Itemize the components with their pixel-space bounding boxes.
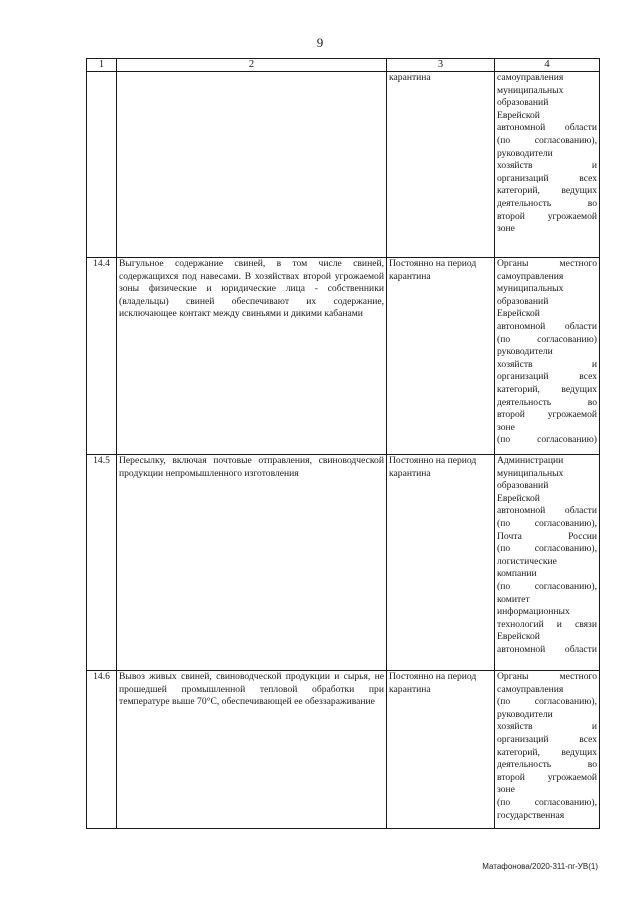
responsible-line: категорий, ведущих [497, 746, 597, 758]
responsible-line: самоуправления [497, 270, 564, 282]
table-row [87, 258, 600, 455]
responsible-cell [495, 258, 600, 455]
responsible-line: муниципальных [497, 283, 564, 295]
responsible-line: деятельность во [497, 396, 597, 408]
responsible-line: автономной области [497, 505, 597, 517]
responsible-line: организаций всех [497, 733, 597, 745]
row-number: 14.4 [87, 258, 117, 455]
measure-text: Пересылку, включая почтовые отправления, свиноводческой продукции непромышленного изготовления [117, 455, 387, 671]
table-body [87, 72, 600, 829]
responsible-line: Еврейской [497, 492, 540, 504]
responsible-line: государственная [497, 809, 565, 821]
responsible-line: муниципальных [497, 467, 564, 479]
responsible-line: организаций всех [497, 172, 597, 184]
term-text: Постоянно на период карантина [387, 455, 495, 671]
responsible-line: самоуправления [497, 72, 564, 83]
row-number: 14.6 [87, 671, 117, 829]
responsible-line: (по согласованию), [497, 134, 597, 146]
responsible-line: хозяйств и [497, 721, 597, 733]
responsible-line: автономной области [497, 122, 597, 134]
responsible-line: образований [497, 97, 549, 109]
responsible-line: категорий, ведущих [497, 185, 597, 197]
row-number [87, 72, 117, 258]
responsible-line: образований [497, 295, 549, 307]
responsible-line: деятельность во [497, 759, 597, 771]
responsible-line: руководители [497, 708, 553, 720]
responsible-line: автономной области [497, 320, 597, 332]
responsible-line: самоуправления [497, 683, 564, 695]
term-text: Постоянно на период карантина [387, 258, 495, 455]
responsible-line: Органы местного [497, 258, 597, 269]
responsible-line: зоне [497, 223, 515, 235]
table-row [87, 455, 600, 671]
responsible-line: (по согласованию) [497, 434, 597, 446]
responsible-line: организаций всех [497, 371, 597, 383]
table-row [87, 72, 600, 258]
header-col-4: 4 [495, 59, 600, 72]
responsible-line: руководители [497, 147, 553, 159]
responsible-line: Еврейской [497, 308, 540, 320]
responsible-line: Органы местного [497, 671, 597, 682]
responsible-line: комитет [497, 593, 530, 605]
responsible-line: (по согласованию), [497, 517, 597, 529]
responsible-line: категорий, ведущих [497, 383, 597, 395]
table-row [87, 671, 600, 829]
responsible-line: второй угрожаемой [497, 771, 597, 783]
responsible-line: второй угрожаемой [497, 210, 597, 222]
responsible-line: (по согласованию) [497, 333, 597, 345]
responsible-line: (по согласованию), [497, 796, 597, 808]
responsible-line: муниципальных [497, 84, 564, 96]
responsible-cell [495, 671, 600, 829]
responsible-line: информационных [497, 606, 570, 618]
responsible-line: технологий и связи [497, 618, 597, 630]
header-col-1: 1 [87, 59, 117, 72]
measure-text [117, 72, 387, 258]
header-col-2: 2 [117, 59, 387, 72]
responsible-line: Администрации [497, 455, 564, 466]
responsible-line: зоне [497, 784, 515, 796]
responsible-line: деятельность во [497, 197, 597, 209]
term-text: карантина [387, 72, 495, 258]
responsible-line: руководители [497, 346, 553, 358]
responsible-line: (по согласованию), [497, 696, 597, 708]
responsible-line: компании [497, 568, 537, 580]
responsible-line: логистические [497, 555, 557, 567]
measures-table [86, 58, 600, 829]
responsible-cell [495, 455, 600, 671]
measure-text: Выгульное содержание свиней, в том числе свиней, содержащихся под навесами. В хозяйствах второй угрожаемой зоны физические и юридические лица - собственники (владельцы) свиней обеспечивают их содержание, исключающее контакт между свиньями и дикими кабанами [117, 258, 387, 455]
responsible-line: хозяйств и [497, 160, 597, 172]
responsible-cell [495, 72, 600, 258]
document-footer-code: Матафонова/2020-311-пг-УВ(1) [482, 862, 598, 871]
responsible-line: образований [497, 480, 549, 492]
responsible-line: второй угрожаемой [497, 409, 597, 421]
responsible-line: Еврейской [497, 631, 540, 643]
page-number: 9 [316, 35, 324, 50]
responsible-line: хозяйств и [497, 358, 597, 370]
responsible-line: (по согласованию), [497, 543, 597, 555]
responsible-line: (по согласованию), [497, 580, 597, 592]
responsible-line: зоне [497, 421, 515, 433]
header-col-3: 3 [387, 59, 495, 72]
table-header-row [87, 59, 600, 72]
row-number: 14.5 [87, 455, 117, 671]
measure-text: Вывоз живых свиней, свиноводческой продукции и сырья, не прошедшей промышленной тепловой обработки при температуре выше 70°С, обеспечивающей ее обеззараживание [117, 671, 387, 829]
responsible-line: Еврейской [497, 109, 540, 121]
responsible-line: автономной области [497, 643, 597, 655]
responsible-line: Почта России [497, 530, 597, 542]
term-text: Постоянно на период карантина [387, 671, 495, 829]
